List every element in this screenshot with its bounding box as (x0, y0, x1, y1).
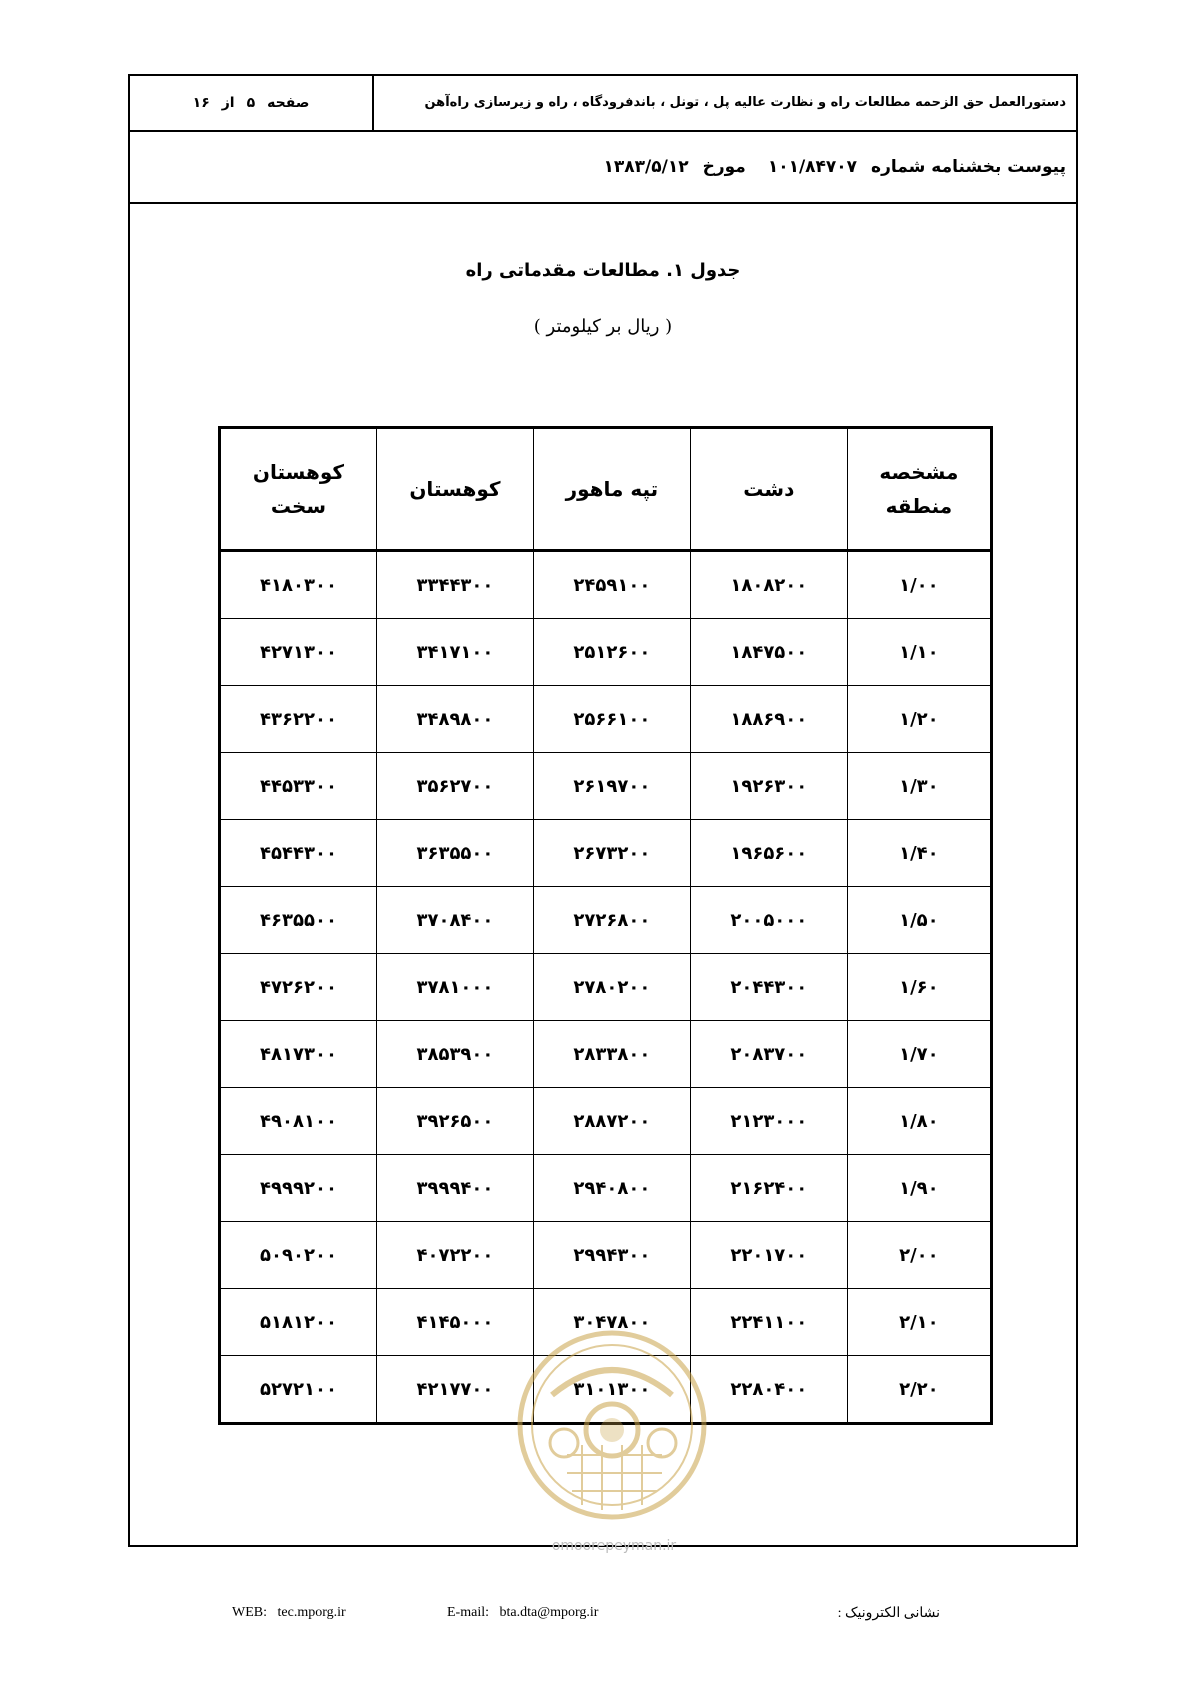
cell-plain: ۲۱۶۲۴۰۰ (690, 1155, 847, 1222)
cell-hard-mountain: ۵۲۷۲۱۰۰ (220, 1356, 377, 1424)
table-row (220, 820, 992, 887)
footer-email-label: E-mail: (447, 1605, 489, 1620)
table-row (220, 753, 992, 820)
cell-plain: ۱۸۰۸۲۰۰ (690, 551, 847, 619)
cell-zone: ۲/۰۰ (847, 1222, 991, 1289)
cell-mountain: ۳۹۹۹۴۰۰ (376, 1155, 533, 1222)
cell-zone: ۱/۳۰ (847, 753, 991, 820)
cell-hilly: ۳۰۴۷۸۰۰ (533, 1289, 690, 1356)
header-divider (372, 76, 374, 132)
cell-hard-mountain: ۵۱۸۱۲۰۰ (220, 1289, 377, 1356)
annex-dated-label: مورخ (702, 157, 746, 177)
cell-hilly: ۲۸۸۷۲۰۰ (533, 1088, 690, 1155)
cell-plain: ۲۰۴۴۳۰۰ (690, 954, 847, 1021)
cell-hard-mountain: ۵۰۹۰۲۰۰ (220, 1222, 377, 1289)
cell-hard-mountain: ۴۵۴۴۳۰۰ (220, 820, 377, 887)
cell-plain: ۲۰۰۵۰۰۰ (690, 887, 847, 954)
cell-mountain: ۳۸۵۳۹۰۰ (376, 1021, 533, 1088)
cell-plain: ۱۸۸۶۹۰۰ (690, 686, 847, 753)
cell-mountain: ۳۷۸۱۰۰۰ (376, 954, 533, 1021)
table-row (220, 619, 992, 686)
header-hard-mountain (220, 428, 377, 551)
header-zone-line1: مشخصه (879, 460, 959, 484)
header-row (130, 76, 1076, 132)
cell-hard-mountain: ۴۴۵۳۳۰۰ (220, 753, 377, 820)
cell-hilly: ۲۹۹۴۳۰۰ (533, 1222, 690, 1289)
cell-plain: ۱۹۲۶۳۰۰ (690, 753, 847, 820)
page-word: صفحه (267, 95, 310, 111)
header-hilly: تپه ماهور (533, 428, 690, 551)
cell-hard-mountain: ۴۳۶۲۲۰۰ (220, 686, 377, 753)
cell-mountain: ۴۱۴۵۰۰۰ (376, 1289, 533, 1356)
page-of: از (221, 95, 235, 111)
cell-plain: ۱۹۶۵۶۰۰ (690, 820, 847, 887)
watermark-seal-icon (512, 1325, 712, 1525)
cell-mountain: ۳۵۶۲۷۰۰ (376, 753, 533, 820)
cell-hard-mountain: ۴۹۹۹۲۰۰ (220, 1155, 377, 1222)
cell-mountain: ۴۲۱۷۷۰۰ (376, 1356, 533, 1424)
header-zone-line2: منطقه (885, 494, 953, 518)
cell-hilly: ۲۴۵۹۱۰۰ (533, 551, 690, 619)
cell-mountain: ۳۶۳۵۵۰۰ (376, 820, 533, 887)
cell-hard-mountain: ۴۹۰۸۱۰۰ (220, 1088, 377, 1155)
cell-mountain: ۳۹۲۶۵۰۰ (376, 1088, 533, 1155)
cell-mountain: ۳۴۱۷۱۰۰ (376, 619, 533, 686)
table-row (220, 686, 992, 753)
cell-hilly: ۲۷۸۰۲۰۰ (533, 954, 690, 1021)
table-body (220, 551, 992, 1424)
table-unit: ( ریال بر کیلومتر ) (533, 316, 673, 337)
cell-zone: ۱/۹۰ (847, 1155, 991, 1222)
cell-hard-mountain: ۴۶۳۵۵۰۰ (220, 887, 377, 954)
annex-date: ۱۳۸۳/۵/۱۲ (603, 157, 689, 177)
cell-plain: ۲۲۸۰۴۰۰ (690, 1356, 847, 1424)
header-hard-line2: سخت (270, 494, 327, 518)
cell-zone: ۱/۰۰ (847, 551, 991, 619)
annex-label: پیوست بخشنامه شماره (871, 157, 1066, 177)
footer-web-link[interactable]: tec.mporg.ir (277, 1605, 346, 1620)
cell-mountain: ۳۳۴۴۳۰۰ (376, 551, 533, 619)
table-row (220, 551, 992, 619)
cell-hilly: ۳۱۰۱۳۰۰ (533, 1356, 690, 1424)
cell-hilly: ۲۵۶۶۱۰۰ (533, 686, 690, 753)
header-plain: دشت (690, 428, 847, 551)
cell-zone: ۱/۶۰ (847, 954, 991, 1021)
cell-hard-mountain: ۴۸۱۷۳۰۰ (220, 1021, 377, 1088)
header-zone (847, 428, 991, 551)
footer-email (447, 1605, 598, 1621)
cell-zone: ۱/۱۰ (847, 619, 991, 686)
cell-plain: ۲۱۲۳۰۰۰ (690, 1088, 847, 1155)
annex-reference (582, 132, 1066, 202)
footer-electronic-label: نشانی الکترونیک : (837, 1606, 940, 1621)
table-caption: جدول ۱. مطالعات مقدماتی راه (465, 260, 741, 281)
cell-zone: ۱/۵۰ (847, 887, 991, 954)
table-row (220, 1155, 992, 1222)
cell-mountain: ۳۴۸۹۸۰۰ (376, 686, 533, 753)
cell-plain: ۲۲۰۱۷۰۰ (690, 1222, 847, 1289)
cell-hard-mountain: ۴۷۲۶۲۰۰ (220, 954, 377, 1021)
annex-number: ۱۰۱/۸۴۷۰۷ (767, 157, 858, 177)
footer-email-link[interactable]: bta.dta@mporg.ir (499, 1605, 599, 1620)
cell-plain: ۲۲۴۱۱۰۰ (690, 1289, 847, 1356)
page-total: ۱۶ (192, 95, 210, 111)
cell-zone: ۱/۷۰ (847, 1021, 991, 1088)
table-row (220, 954, 992, 1021)
cell-hilly: ۲۸۳۳۸۰۰ (533, 1021, 690, 1088)
table-row (220, 1088, 992, 1155)
cell-zone: ۲/۲۰ (847, 1356, 991, 1424)
cell-zone: ۲/۱۰ (847, 1289, 991, 1356)
header-mountain: کوهستان (376, 428, 533, 551)
cell-hard-mountain: ۴۲۷۱۳۰۰ (220, 619, 377, 686)
cell-mountain: ۳۷۰۸۴۰۰ (376, 887, 533, 954)
page-indicator (130, 76, 372, 130)
cell-plain: ۲۰۸۳۷۰۰ (690, 1021, 847, 1088)
cell-hard-mountain: ۴۱۸۰۳۰۰ (220, 551, 377, 619)
table-row (220, 1222, 992, 1289)
cell-hilly: ۲۵۱۲۶۰۰ (533, 619, 690, 686)
table-row (220, 1021, 992, 1088)
cell-hilly: ۲۶۱۹۷۰۰ (533, 753, 690, 820)
page-number: ۵ (246, 95, 256, 111)
cell-zone: ۱/۴۰ (847, 820, 991, 887)
header-hard-line1: کوهستان (252, 460, 345, 484)
footer-web-label: WEB: (232, 1605, 267, 1620)
cell-plain: ۱۸۴۷۵۰۰ (690, 619, 847, 686)
fee-table (218, 426, 993, 1425)
cell-zone: ۱/۸۰ (847, 1088, 991, 1155)
cell-hilly: ۲۶۷۳۲۰۰ (533, 820, 690, 887)
annex-row (130, 132, 1076, 204)
cell-mountain: ۴۰۷۲۲۰۰ (376, 1222, 533, 1289)
table-row (220, 887, 992, 954)
watermark-text: omoorepeyman.ir (551, 1538, 677, 1554)
document-title: دستورالعمل حق الزحمه مطالعات راه و نظارت عالیه پل ، تونل ، باندفرودگاه ، راه و زیرسازی راه‌آهن (424, 95, 1066, 110)
cell-hilly: ۲۷۲۶۸۰۰ (533, 887, 690, 954)
cell-zone: ۱/۲۰ (847, 686, 991, 753)
table-header-row (220, 428, 992, 551)
cell-hilly: ۲۹۴۰۸۰۰ (533, 1155, 690, 1222)
footer-web (232, 1605, 346, 1621)
